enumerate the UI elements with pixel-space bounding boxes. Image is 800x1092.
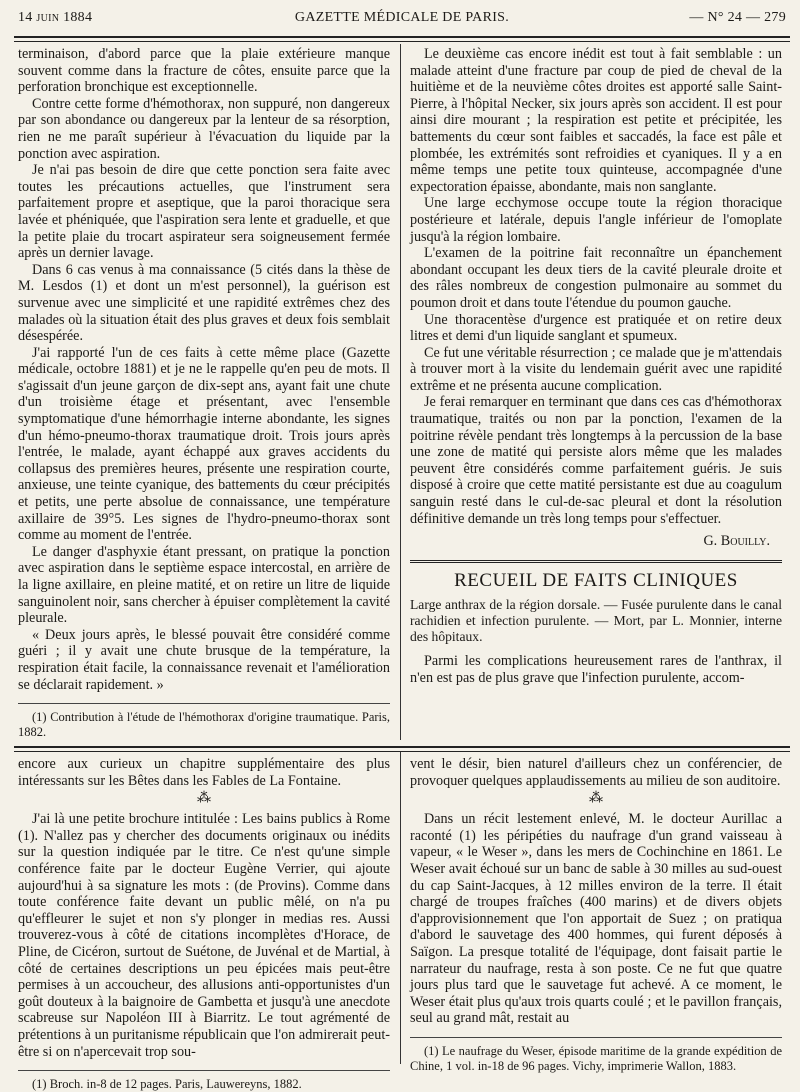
paragraph: Dans un récit lestement enlevé, M. le docteur Aurillac a raconté (1) les péripéties du naufrage d'un grand vaisseau à vapeur, « le Weser », dans les mers de Cochinchine en 1861. Le Weser avait échoué sur un banc de sable à 30 milles au sud-ouest du cap Saint-Jacques, à 12 milles environ de la terre. Il était chargé de troupes fraîches (400 marins) et de divers objets d'approvisionnement que l'on apportait de Suez ; on pratiqua d'abord le sauvetage des 400 hommes, qui furent déposés à Saïgon. La presque totalité de l'équipage, dont faisait partie le narrateur du naufrage, resta à son poste. Ce ne fut que quatre jours plus tard que le sauvetage fut achevé. A ce moment, le Weser était plus qu'aux trois quarts coulé ; et le pavillon français, seul au grand mât, restait au xyxy=(410,811,782,1027)
header-issue: — N° 24 — xyxy=(689,10,761,25)
footnote-rule xyxy=(410,1037,782,1038)
paragraph: J'ai rapporté l'un de ces faits à cette même place (Gazette médicale, octobre 1881) et je ne le rappelle qu'en peu de mots. Il s'agissait d'un jeune garçon de dix-sept ans, ayant fait une chute d'un troisième étage et présentant, avec l'ensemble symptomatique d'une hémorrhagie interne abondante, les signes d'un hémo-pneumo-thorax traumatique droit. Trois jours après l'entrée, le malade, ayant échappé aux graves accidents du collapsus des premières heures, présente une respiration courte, anxieuse, une teinte cyanique, des battements du cœur précipités et petits, une perte absolue de connaissance, une température axillaire de 39°5. Les signes de l'hydro-pneumo-thorax sont comme au moment de l'entrée. xyxy=(18,344,390,544)
header-date: 14 juin 1884 xyxy=(18,10,93,25)
column-divider xyxy=(400,44,401,740)
paragraph: Le danger d'asphyxie étant pressant, on pratique la ponction avec aspiration dans le septième espace intercostal, en arrière de la ligne axillaire, en pleine matité, et on retire un litre de liquide sanguinolent noir, sans chercher à épuiser complètement la cavité pleurale. xyxy=(18,543,390,627)
section-title: RECUEIL DE FAITS CLINIQUES xyxy=(454,569,738,591)
paragraph: Une thoracentèse d'urgence est pratiquée et on retire deux litres et demi d'un liquide sanglant et spumeux. xyxy=(410,311,782,345)
header-title: GAZETTE MÉDICALE DE PARIS. xyxy=(294,10,510,25)
paragraph: « Deux jours après, le blessé pouvait être considéré comme guéri ; il y avait une chute brusque de la température, la respiration était facile, la connaissance revenait et l'amélioration se déclarait rapidement. » xyxy=(18,626,390,693)
paragraph: Dans 6 cas venus à ma connaissance (5 cités dans la thèse de M. Lesdos (1) et dont un m'est personnel), la guérison est survenue avec une simplicité et une rapidité extrêmes chez des malades où la situation était des plus graves et deux fois semblait désespérée. xyxy=(18,261,390,345)
paragraph: J'ai là une petite brochure intitulée : Les bains publics à Rome (1). N'allez pas y chercher des documents originaux ou inédits sur la question indiquée par le titre. Ce n'est qu'une simple conférence faite par le docteur Eugène Verrier, qui ajoute aujourd'hui à sa signature les mots : (de Provins). Comme dans toute conférence faite devant un public mêlé, on n'a pu qu'effleurer le sujet et non s'y plonger in medias res. Aussi trouverez-vous à côté de citations incomplètes d'Horace, de Pline, de Cicéron, surtout de Suétone, de Juvénal et de Martial, à côté de certaines descriptions un peu épicées mais peut-être permises à un accoucheur, des allusions anti-opportunistes d'un goût douteux à la baignoire de Gambetta et jusqu'à une anecdote scabreuse sur Napoléon III à Biarritz. Le tout agrémenté de prétentions à un puritanisme républicain que l'on admirerait peut-être si on n'apercevait trop sou- xyxy=(18,811,390,1060)
bottom-right-column xyxy=(410,756,782,1074)
footnote: (1) Contribution à l'étude de l'hémothorax d'origine traumatique. Paris, 1882. xyxy=(18,710,390,740)
paragraph: Ce fut une véritable résurrection ; ce malade que je m'attendais à trouver mort à la visite du lendemain guérit avec une rapidité extrême et ne présenta aucune complication. xyxy=(410,344,782,394)
footnote: (1) Le naufrage du Weser, épisode maritime de la grande expédition de Chine, 1 vol. in-18 de 96 pages. Vichy, imprimerie Wallon, 1883. xyxy=(410,1043,782,1073)
mid-page-rule xyxy=(14,746,790,752)
paragraph: Le deuxième cas encore inédit est tout à fait semblable : un malade atteint d'une fracture par coup de pied de cheval de la huitième et de la neuvième côtes droites est apporté salle Saint-Pierre, à l'hôpital Necker, six jours après son accident. Il est pour ainsi dire mourant ; la respiration est petite et précipitée, les battements du cœur sont faibles et saccadés, la face est pâle et plombée, les extrémités sont refroidies et cyaniques. Il y a en même temps une petite toux quinteuse, accompagnée d'une expectoration épaisse, abondante, mais non sanglante. xyxy=(410,46,782,195)
paragraph: Parmi les complications heureusement rares de l'anthrax, il n'en est pas de plus grave que l'infection purulente, accom- xyxy=(410,653,782,686)
header-page-number xyxy=(689,10,786,26)
top-right-column xyxy=(410,46,782,687)
paragraph: Une large ecchymose occupe toute la région thoracique postérieure et latérale, depuis l'angle inférieur de l'omoplate jusqu'à la région lombaire. xyxy=(410,195,782,245)
footnote-rule xyxy=(18,703,390,704)
asterism: ⁂ xyxy=(589,791,603,807)
paragraph: Je n'ai pas besoin de dire que cette ponction sera faite avec toutes les précautions actuelles, que l'instrument sera parfaitement propre et aseptique, que la paroi thoracique sera lavée et phéniquée, que l'aspiration sera lente et graduelle, et que la petite plaie du trocart aspirateur sera soigneusement fermée après un dernier lavage. xyxy=(18,162,390,262)
paragraph: Je ferai remarquer en terminant que dans ces cas d'hémothorax traumatique, traités ou non par la ponction, l'examen de la poitrine révèle pendant très longtemps à la percussion de la base une zone de matité qui persiste alors même que les malades peuvent être considérés comme parfaitement guéris. Je suis disposé à croire que cette matité persistante est due au coagulum sanguin resté dans le cul-de-sac pleural et dont la résolution définitive demande un très long temps pour s'effectuer. xyxy=(410,394,782,527)
paragraph: encore aux curieux un chapitre supplémentaire des plus intéressants sur les Bêtes dans les Fables de La Fontaine. xyxy=(18,756,390,789)
running-header xyxy=(18,10,786,34)
paragraph: Contre cette forme d'hémothorax, non suppuré, non dangereux par son abondance ou dangereux par la lenteur de sa résorption, rien ne me paraît supérieur à l'évacuation du liquide par la ponction avec aspiration. xyxy=(18,95,390,162)
footnote-rule xyxy=(18,1070,390,1071)
column-divider xyxy=(400,752,401,1064)
asterism: ⁂ xyxy=(197,791,211,807)
top-left-column xyxy=(18,46,390,740)
bottom-left-column xyxy=(18,756,390,1092)
header-page: 279 xyxy=(764,10,786,25)
footnote: (1) Broch. in-8 de 12 pages. Paris, Lauwereyns, 1882. xyxy=(32,1077,302,1092)
section-rule xyxy=(410,560,782,563)
paragraph: L'examen de la poitrine fait reconnaître un épanchement abondant occupant les deux tiers de la cavité pleurale droite et des râles nombreux de congestion pulmonaire au sommet du poumon droit et dans toute l'étendue du poumon gauche. xyxy=(410,245,782,311)
paragraph: vent le désir, bien naturel d'ailleurs chez un conférencier, de provoquer quelques applaudissements au milieu de son auditoire. xyxy=(410,756,782,789)
article-subtitle: Large anthrax de la région dorsale. — Fusée purulente dans le canal rachidien et infection purulente. — Mort, par L. Monnier, interne des hôpitaux. xyxy=(410,597,782,645)
paragraph: terminaison, d'abord parce que la plaie extérieure manque souvent comme dans la fracture de côtes, ensuite parce que la perforation bronchique est exceptionnelle. xyxy=(18,46,390,96)
header-rule xyxy=(14,36,790,42)
author-signature: G. Bouilly. xyxy=(703,533,770,550)
